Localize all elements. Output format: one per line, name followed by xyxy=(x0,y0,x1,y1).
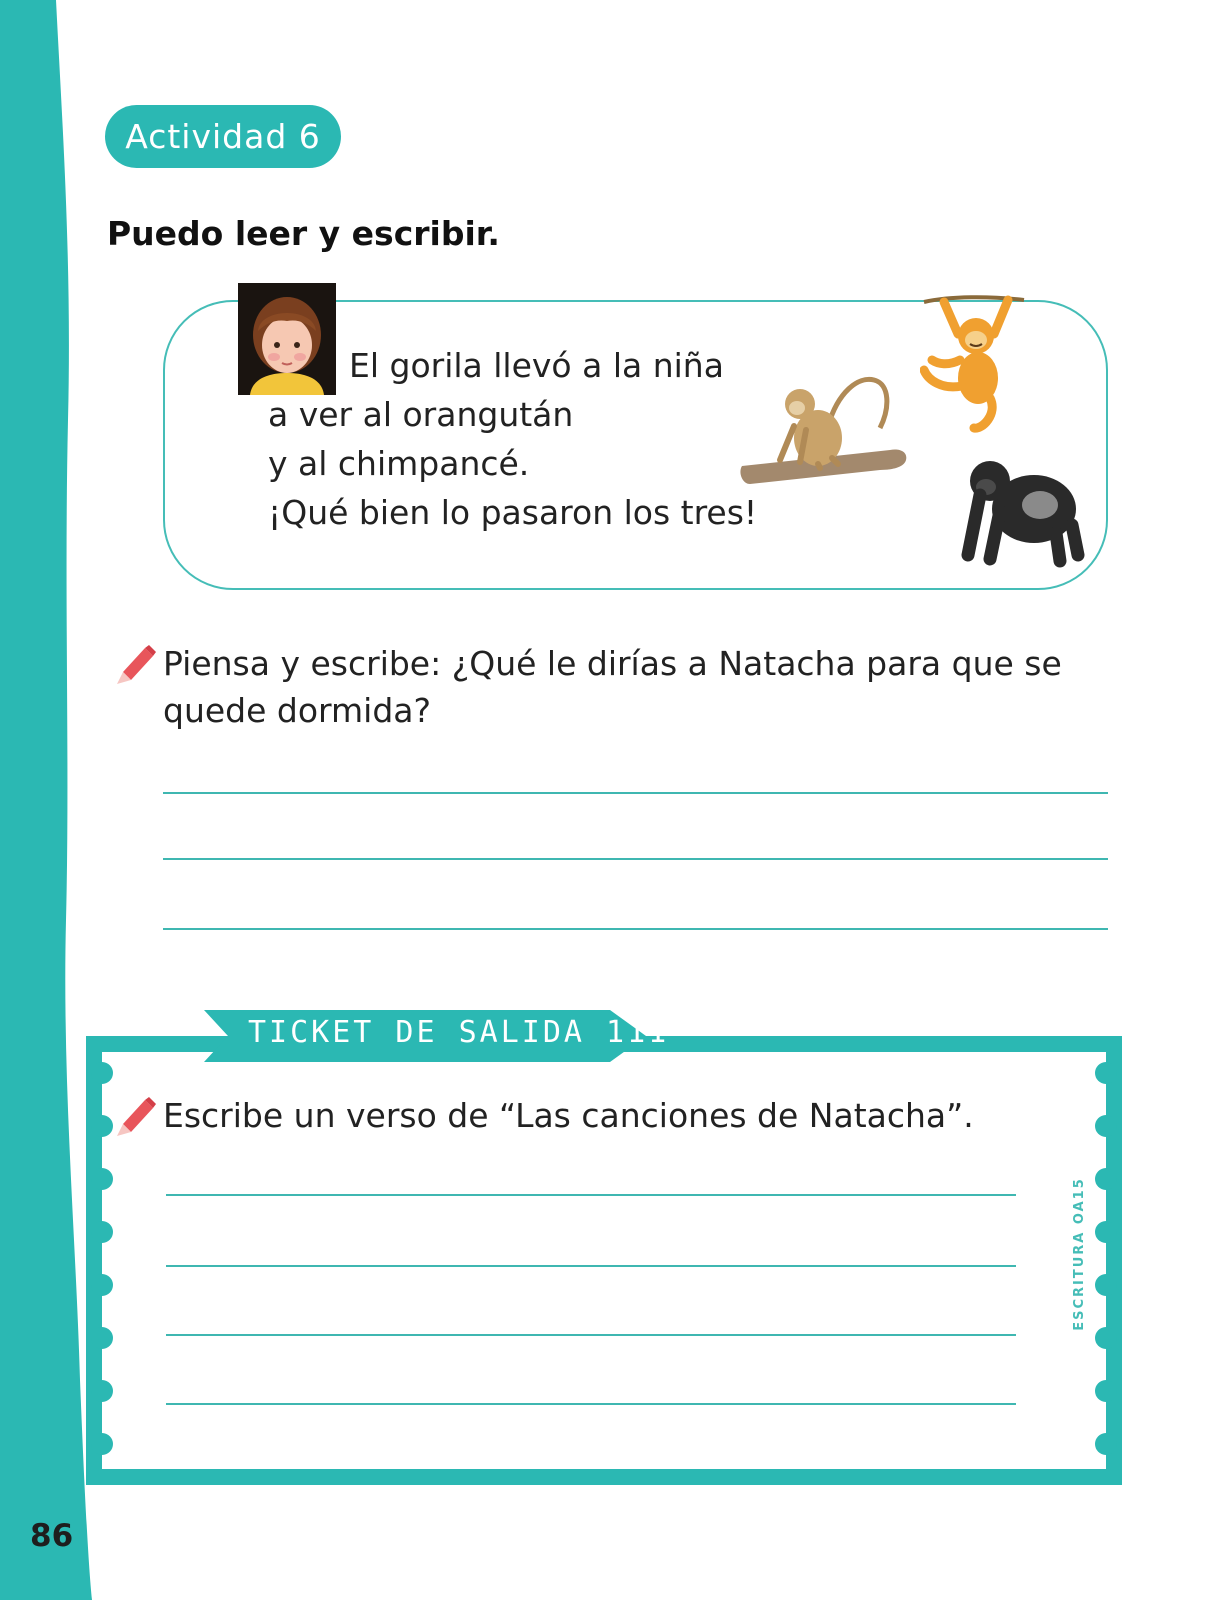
curriculum-label: ESCRITURA OA15 xyxy=(1072,1177,1087,1331)
answer-line-1[interactable] xyxy=(163,792,1108,794)
page-number: 86 xyxy=(30,1518,74,1554)
ticket-frame xyxy=(86,1008,1122,1493)
gorilla-illustration xyxy=(960,455,1085,570)
question-line-2: quede dormida? xyxy=(163,691,432,730)
poem-line-3: y al chimpancé. xyxy=(268,444,530,483)
ticket-answer-line-2[interactable] xyxy=(166,1265,1016,1267)
pencil-icon xyxy=(113,1094,157,1138)
poem-line-1: El gorila llevó a la niña xyxy=(349,346,724,385)
girl-portrait xyxy=(238,283,336,395)
monkey-illustration xyxy=(740,372,910,500)
question-line-1: Piensa y escribe: ¿Qué le dirías a Natacha para que se xyxy=(163,644,1062,683)
pencil-icon xyxy=(113,642,157,686)
ticket-answer-line-3[interactable] xyxy=(166,1334,1016,1336)
answer-line-3[interactable] xyxy=(163,928,1108,930)
poem-line-2: a ver al orangután xyxy=(268,395,574,434)
poem-line-4: ¡Qué bien lo pasaron los tres! xyxy=(268,493,758,532)
answer-line-2[interactable] xyxy=(163,858,1108,860)
ticket-answer-line-4[interactable] xyxy=(166,1403,1016,1405)
instruction-heading: Puedo leer y escribir. xyxy=(107,214,500,253)
ticket-title: TICKET DE SALIDA 111 xyxy=(248,1015,670,1050)
ticket-answer-line-1[interactable] xyxy=(166,1194,1016,1196)
activity-label: Actividad 6 xyxy=(105,105,341,168)
orangutan-illustration xyxy=(920,290,1030,440)
ticket-prompt: Escribe un verso de “Las canciones de Natacha”. xyxy=(163,1096,974,1135)
